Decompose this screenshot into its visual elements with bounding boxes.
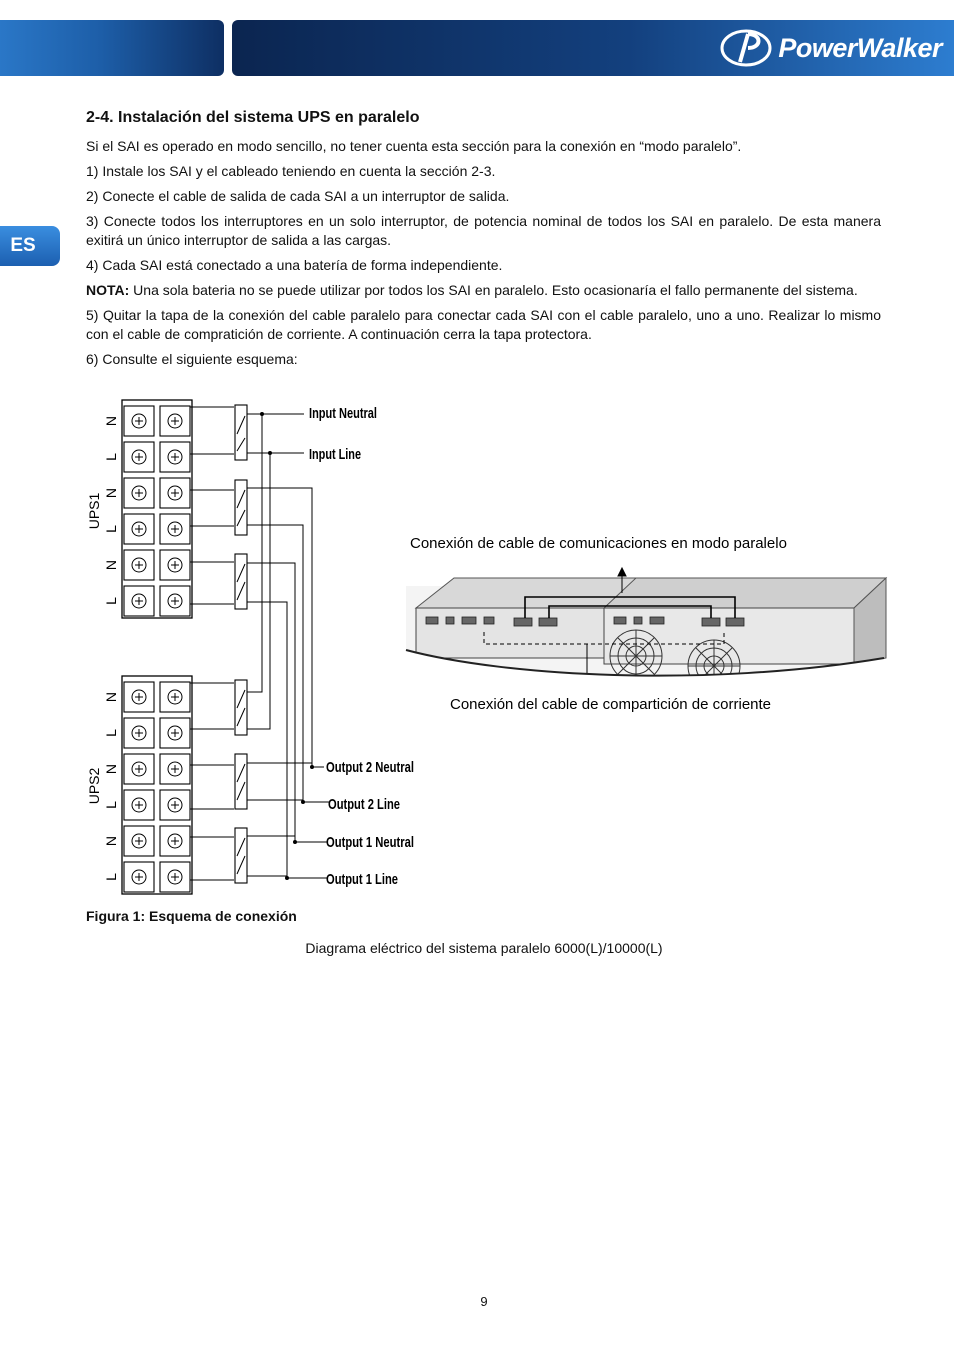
ups2-terminal-l-2: L: [103, 801, 119, 809]
ups2-terminal-l-1: L: [103, 729, 119, 737]
ups1-terminal-n-1: N: [103, 415, 119, 427]
ups2-terminal-block: [122, 676, 192, 894]
output1-neutral-label: Output 1 Neutral: [326, 834, 414, 851]
ups-rear-panel-illustration: [406, 568, 886, 696]
bus-wiring: [247, 414, 329, 878]
step-6: 6) Consulte el siguiente esquema:: [86, 351, 298, 367]
ups1-terminal-l-1: L: [103, 453, 119, 461]
ups1-terminal-n-2: N: [103, 487, 119, 499]
header-right-band: [232, 20, 954, 76]
brand-logo: [718, 30, 942, 66]
step-2: 2) Conecte el cable de salida de cada SAI a un interruptor de salida.: [86, 188, 510, 204]
ups2-terminal-n-3: N: [103, 835, 119, 847]
ups1-terminal-n-3: N: [103, 559, 119, 571]
ups1-label: UPS1: [86, 492, 102, 530]
parallel-wiring-diagram: [84, 396, 894, 896]
step-3: 3) Conecte todos los interruptores en un solo interruptor, de potencia nominal de todos los SAI en paralelo. De esta manera exitirá un único interruptor de salida a las cargas.: [86, 213, 881, 248]
ups1-terminal-block: [122, 400, 192, 618]
header-left-band: [0, 20, 224, 76]
input-neutral-label: Input Neutral: [309, 405, 377, 422]
input-line-label: Input Line: [309, 446, 361, 463]
section-content: [86, 108, 881, 375]
ups2-terminal-n-2: N: [103, 763, 119, 775]
step-4: 4) Cada SAI está conectado a una batería de forma independiente.: [86, 257, 503, 273]
figure-caption: Figura 1: Esquema de conexión: [86, 908, 297, 924]
terminal-labels: [86, 416, 119, 881]
output2-neutral-label: Output 2 Neutral: [326, 759, 414, 776]
terminal-wires: [190, 407, 234, 880]
note-text: Una sola bateria no se puede utilizar por todos los SAI en paralelo. Esto ocasionaría el fallo permanente del sistema.: [129, 282, 858, 298]
io-labels: [309, 405, 414, 888]
ups2-terminal-l-3: L: [103, 873, 119, 881]
page-number: 9: [480, 1294, 488, 1309]
ups1-terminal-l-3: L: [103, 597, 119, 605]
current-share-label: Conexión del cable de compartición de corriente: [450, 696, 772, 713]
ups2-label: UPS2: [86, 767, 102, 805]
section-title: 2-4. Instalación del sistema UPS en paralelo: [86, 109, 420, 126]
ups2-terminal-n-1: N: [103, 691, 119, 703]
output1-line-label: Output 1 Line: [326, 871, 398, 888]
ups1-terminal-l-2: L: [103, 525, 119, 533]
intro-paragraph: Si el SAI es operado en modo sencillo, no tener cuenta esta sección para la conexión en “modo paralelo”.: [86, 138, 742, 154]
powerwalker-logo-icon: [718, 28, 774, 68]
note-paragraph: [86, 281, 881, 300]
step-1: 1) Instale los SAI y el cableado teniendo en cuenta la sección 2-3.: [86, 163, 496, 179]
switches: [235, 405, 247, 883]
output2-line-label: Output 2 Line: [328, 796, 400, 813]
step-5: 5) Quitar la tapa de la conexión del cable paralelo para conectar cada SAI con el cable paralelo, uno a uno. Realizar lo mismo con el cable de compratición de corriente. A continuación cerra la tapa protectora.: [86, 307, 881, 342]
figure-subcaption: Diagrama eléctrico del sistema paralelo 6000(L)/10000(L): [305, 940, 663, 956]
comm-cable-label: Conexión de cable de comunicaciones en modo paralelo: [410, 535, 787, 552]
language-tab: ES: [0, 226, 60, 266]
brand-name: PowerWalker: [778, 32, 942, 63]
note-label: NOTA:: [86, 282, 130, 298]
